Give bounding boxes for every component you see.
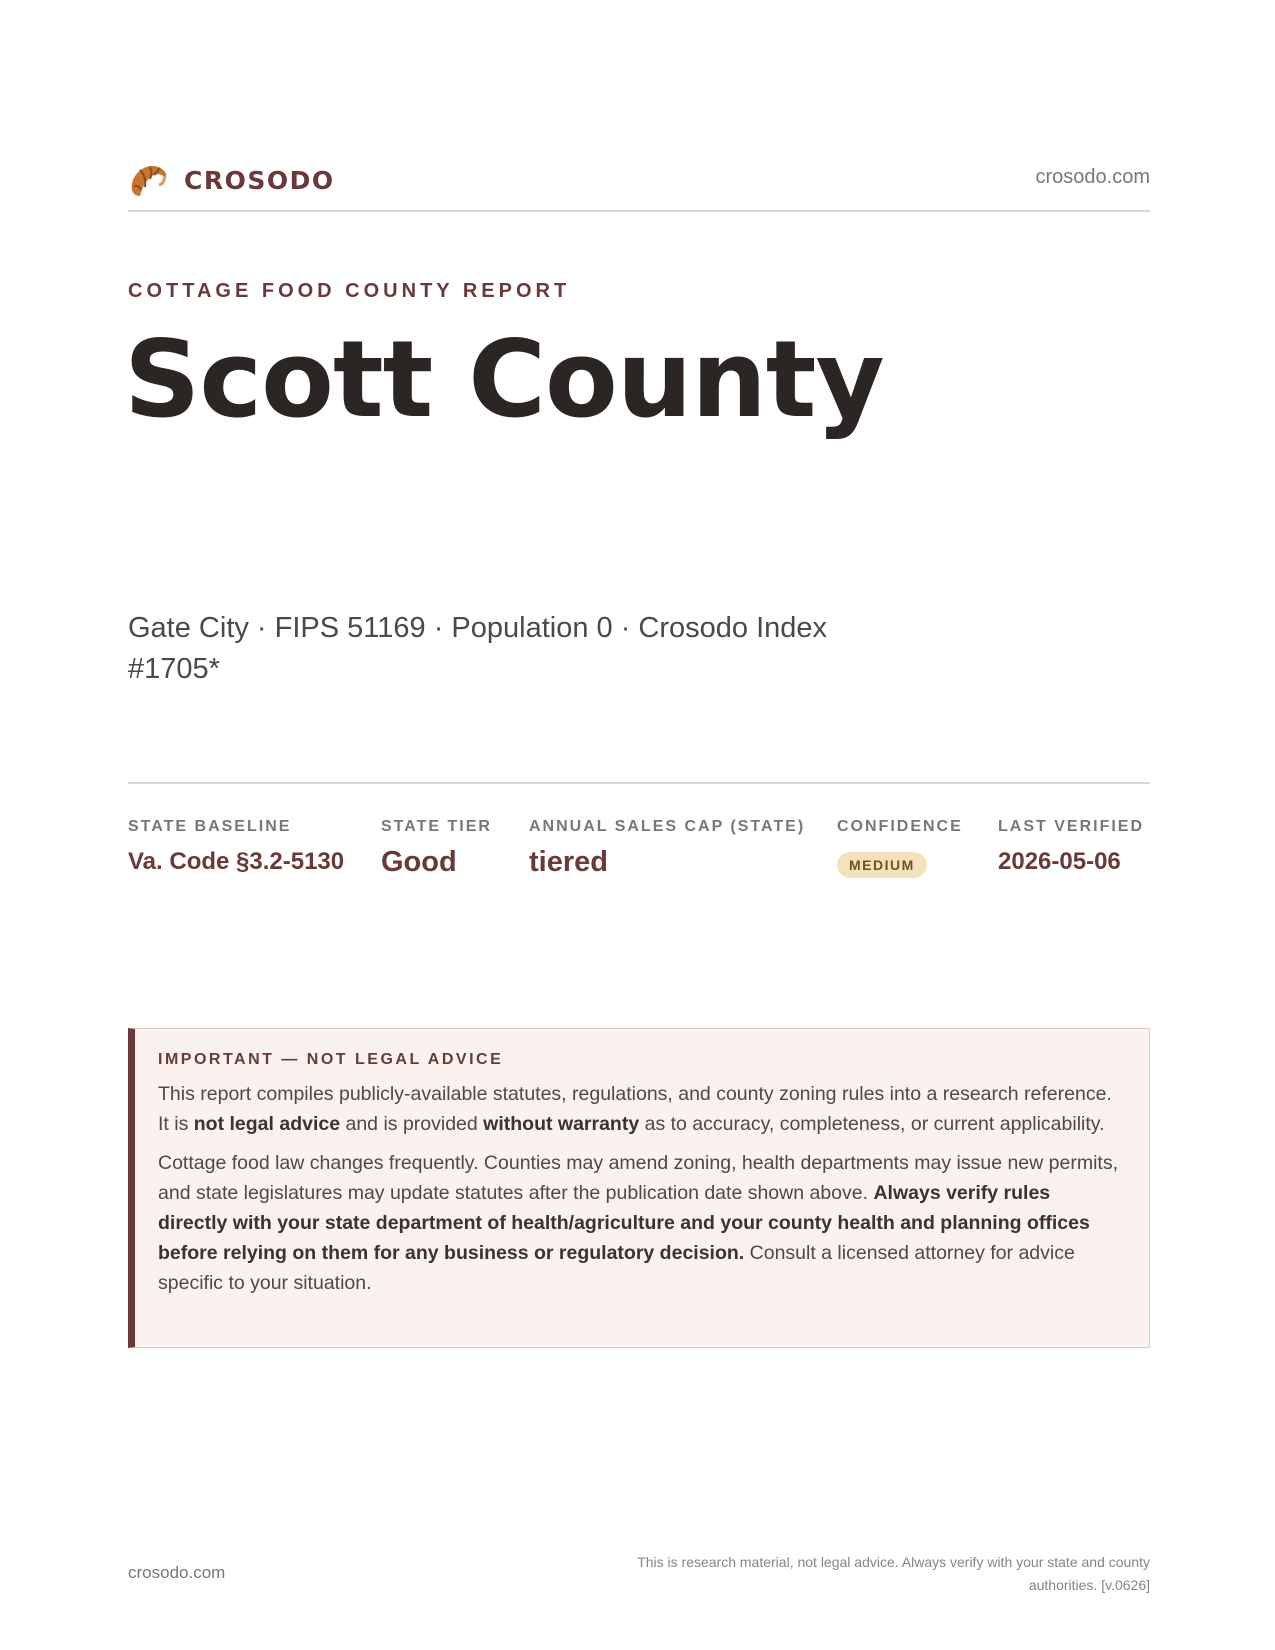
stat-label: STATE BASELINE	[128, 818, 292, 835]
notice-paragraph-1	[158, 1079, 1123, 1139]
stat-label: LAST VERIFIED	[998, 818, 1145, 835]
legal-notice	[128, 1028, 1150, 1348]
notice-text: and is provided	[340, 1113, 484, 1135]
divider	[128, 782, 1150, 784]
notice-title: IMPORTANT — NOT LEGAL ADVICE	[158, 1051, 504, 1068]
footer-disclaimer: This is research material, not legal advice. Always verify with your state and county authorities. [v.0626]	[637, 1554, 1150, 1593]
notice-emphasis: not legal advice	[193, 1113, 341, 1135]
stats-row	[128, 818, 1150, 898]
notice-text: as to accuracy, completeness, or current applicability.	[639, 1113, 1105, 1135]
stat-label: CONFIDENCE	[837, 818, 963, 835]
croissant-icon	[128, 160, 170, 200]
report-eyebrow: COTTAGE FOOD COUNTY REPORT	[128, 280, 571, 302]
stat-value: 2026-05-06	[998, 848, 1121, 875]
confidence-badge: MEDIUM	[837, 852, 927, 878]
stat-label: ANNUAL SALES CAP (STATE)	[529, 818, 806, 835]
page-title: Scott County	[124, 318, 884, 441]
stat-label: STATE TIER	[381, 818, 492, 835]
notice-paragraph-2	[158, 1148, 1123, 1298]
report-subtitle: Gate City · FIPS 51169 · Population 0 · Crosodo Index #1705*	[128, 612, 828, 685]
brand[interactable]	[128, 160, 335, 200]
page-header	[128, 150, 1150, 212]
notice-emphasis: Always verify rules directly with your state department of health/agriculture and your county health and planning offices before relying on them for any business or regulatory decision.	[158, 1182, 1090, 1264]
footer-site-link[interactable]: crosodo.com	[128, 1563, 226, 1582]
notice-text: Consult a licensed attorney for advice specific to your situation.	[158, 1242, 1075, 1294]
stat-last-verified	[998, 818, 1144, 876]
notice-emphasis: without warranty	[483, 1113, 640, 1135]
brand-name: CROSODO	[184, 165, 335, 195]
stat-annual-sales-cap	[529, 818, 805, 879]
stat-confidence	[837, 818, 963, 878]
stat-state-tier	[381, 818, 492, 879]
notice-text: Cottage food law changes frequently. Counties may amend zoning, health departments may issue new permits, and state legislatures may update statutes after the publication date shown above.	[158, 1152, 1118, 1204]
stat-value: tiered	[529, 846, 608, 878]
stat-value: Good	[381, 846, 457, 878]
notice-text: This report compiles publicly-available statutes, regulations, and county zoning rules into a research reference. It is	[158, 1083, 1112, 1135]
header-site-link[interactable]: crosodo.com	[1035, 166, 1150, 188]
stat-state-baseline	[128, 818, 344, 876]
stat-value: Va. Code §3.2-5130	[128, 848, 345, 875]
